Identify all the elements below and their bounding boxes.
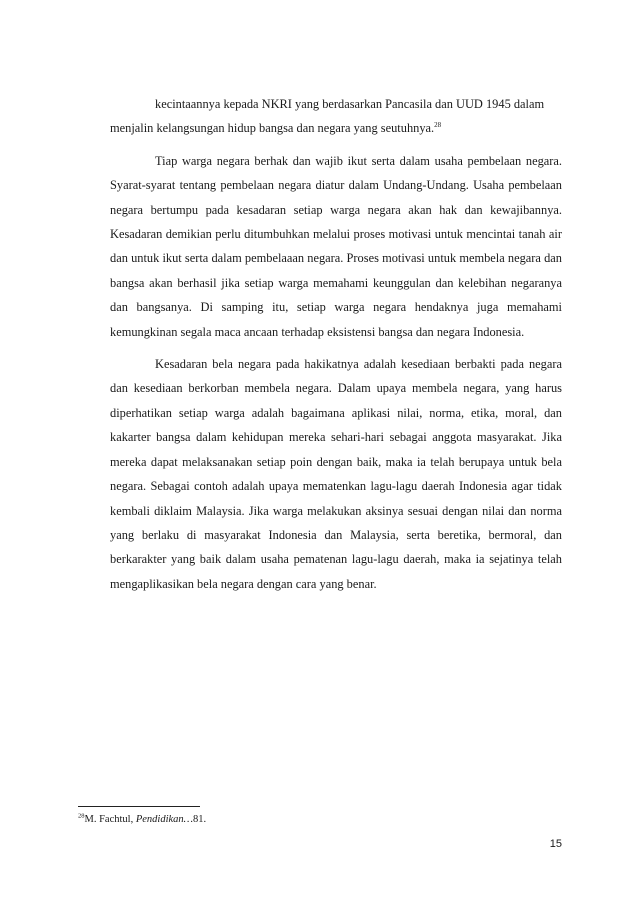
footnote-separator bbox=[78, 806, 200, 807]
paragraph-1-rest: menjalin kelangsungan hidup bangsa dan negara yang seutuhnya. bbox=[110, 121, 435, 136]
footnote-reference: 28 bbox=[434, 121, 442, 130]
footnote bbox=[78, 813, 206, 826]
page-number: 15 bbox=[549, 838, 562, 850]
paragraph-2: Tiap warga negara berhak dan wajib ikut serta dalam usaha pembelaan negara. Syarat-syarat tentang pembelaan negara diatur dalam Undang-Undang. Usaha pembelaan negara bertumpu pada kesadaran setiap warga negara akan hak dan kewajibannya. Kesadaran demikian perlu ditumbuhkan melalui proses motivasi untuk mencintai tanah air dan untuk ikut serta dalam pembelaaan negara. Proses motivasi untuk membela negara dan bangsa akan berhasil jika setiap warga memahami keunggulan dan kelebihan negaranya dan bangsanya. Di samping itu, setiap warga negara hendaknya juga memahami kemungkinan segala maca ancaan terhadap eksistensi bangsa dan negara Indonesia. bbox=[110, 153, 562, 339]
paragraph-3: Kesadaran bela negara pada hakikatnya adalah kesediaan berbakti pada negara dan kesediaan berkorban membela negara. Dalam upaya membela negara, yang harus diperhatikan setiap warga adalah bagaimana aplikasi nilai, norma, etika, moral, dan kakarter bangsa dalam kehidupan mereka sehari-hari sebagai anggota masyarakat. Jika mereka dapat melaksanakan setiap poin dengan baik, maka ia telah berupaya untuk bela negara. Sebagai contoh adalah upaya mematenkan lagu-lagu daerah Indonesia agar tidak kembali diklaim Malaysia. Jika warga melakukan aksinya sesuai dengan nilai dan norma yang berlaku di masyarakat Indonesia dan Malaysia, serta beretika, bermoral, dan berkarakter yang baik dalam usaha pematenan lagu-lagu daerah, maka ia sejatinya telah mengaplikasikan bela negara dengan cara yang benar. bbox=[110, 357, 562, 591]
paragraph-1-line-1: kecintaannya kepada NKRI yang berdasarkan Pancasila dan UUD 1945 dalam bbox=[155, 97, 545, 111]
footnote-page: 81. bbox=[193, 814, 207, 825]
paragraph-1 bbox=[110, 92, 562, 141]
footnote-title: Pendidikan… bbox=[135, 814, 193, 825]
body-text bbox=[110, 92, 562, 604]
footnote-number: 28 bbox=[78, 812, 85, 820]
footnote-author: M. Fachtul, bbox=[84, 814, 136, 825]
